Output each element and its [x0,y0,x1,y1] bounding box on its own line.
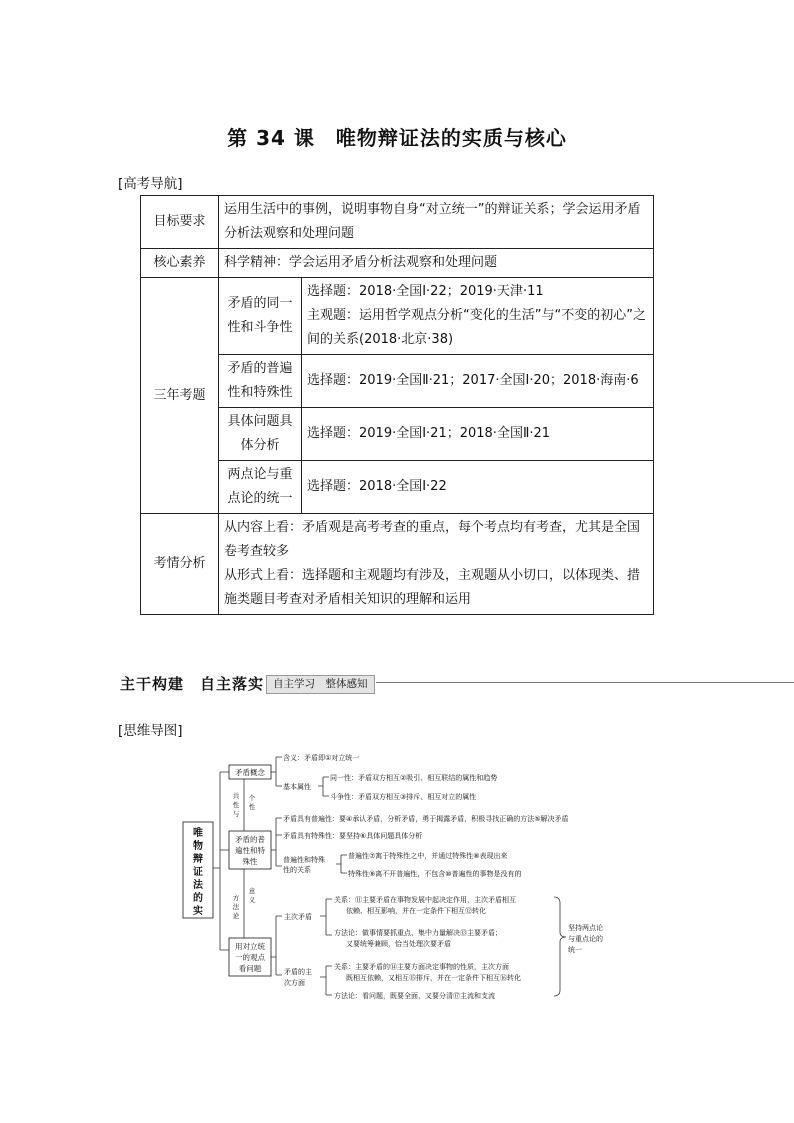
link-char: 法 [232,903,240,911]
root-connector [213,772,229,950]
banner-title: 主干构建 自主落实 [120,675,265,693]
analysis-line: 从内容上看：矛盾观是高考考查的重点，每个考点均有考查，尤其是全国卷考查较多 [224,520,641,559]
branch-2-label: 矛盾的普 [235,835,265,844]
link-char: 论 [232,912,240,920]
exam-topic: 两点论与重点论的统一 [219,461,302,514]
summary-brace [554,897,566,996]
page-title: 第 34 课 唯物辩证法的实质与核心 [227,126,567,150]
exam-topic: 具体问题具体分析 [219,408,302,461]
b1-definition: 含义：矛盾即①对立统一 [283,754,360,762]
exam-line: 选择题：2018·全国Ⅰ·22 [302,461,654,514]
banner-tag: 自主学习 整体感知 [266,675,375,694]
exam-line: 选择题：2019·全国Ⅱ·21；2017·全国Ⅰ·20；2018·海南·6 [302,355,654,408]
b2-relation-item: 特殊性⑨离不开普遍性，不包含⑩普遍性的事物是没有的 [348,870,522,878]
branch-3-label: 看问题 [238,964,262,973]
branch-2-label: 殊性 [242,857,258,866]
b3-main-secondary-label: 主次矛盾 [284,913,312,921]
link-char: 性 [248,803,256,811]
link-char: 共 [232,792,240,800]
exam-line: 选择题：2019·全国Ⅰ·21；2018·全国Ⅱ·21 [302,408,654,461]
branch-3-label: 一的观点 [235,953,265,962]
b1-attribute-item: 同一性：矛盾双方相互②吸引、相互联结的属性和趋势 [330,774,498,782]
exam-topic: 矛盾的普遍性和特殊性 [219,355,302,408]
b3a-connector [320,899,332,935]
goal-label: 目标要求 [141,196,219,249]
b1-attribute-item: 斗争性：矛盾双方相互③排斥、相互对立的属性 [330,793,477,801]
branch-3-label: 用对立统 [235,942,265,951]
branch-2-label: 遍性和特 [235,846,265,855]
core-text: 科学精神：学会运用矛盾分析法观察和处理问题 [219,249,654,278]
link-char: 个 [248,794,256,802]
exam-line: 主观题：运用哲学观点分析“变化的生活”与“不变的初心”之间的关系(2018·北京·38) [307,308,646,347]
link-char: 义 [248,896,256,904]
b2-relation-label: 普遍性和特殊 [283,856,325,864]
root-char: 实 [193,906,203,917]
branch-2-connector [271,818,282,866]
b3b-connector [320,966,332,995]
exam-line: 选择题：2018·全国Ⅰ·22；2019·天津·11 [307,284,544,299]
b1-attribute-label: 基本属性 [283,783,311,791]
b3-aspect-label: 矛盾的主 [284,968,312,976]
nav-section-label: [高考导航] [118,176,183,192]
root-char: 物 [193,841,203,852]
exam-label: 三年考题 [141,278,219,514]
mindmap-section-label: [思维导图] [118,723,183,739]
b3-aspect-label: 次方面 [284,979,305,987]
root-char: 辩 [193,854,203,865]
b3a-item: 又要统筹兼顾，恰当处理次要矛盾 [346,940,451,948]
analysis-label: 考情分析 [141,514,219,615]
root-char: 的 [193,893,203,904]
b2-relation-label: 性的关系 [283,866,311,874]
b2-item: 矛盾具有普遍性：要④承认矛盾，分析矛盾，勇于揭露矛盾，积极寻找正确的方法⑤解决矛盾 [283,815,569,823]
exam-topic: 矛盾的同一性和斗争性 [219,278,302,355]
b3b-item: 方法论：看问题，既要全面，又要分清⑰主流和支流 [334,992,495,1000]
goal-text: 运用生活中的事例，说明事物自身“对立统一”的辩证关系；学会运用矛盾分析法观察和处理问题 [219,196,654,249]
branch-1-connector [271,757,282,786]
branch-1-label: 矛盾概念 [235,768,265,777]
b3b-item: 既相互依赖，又相互⑮排斥，并在一定条件下相互⑯转化 [346,974,521,982]
b1-attribute-connector [318,777,329,796]
root-char: 法 [193,880,203,891]
summary-label: 统一 [568,946,582,954]
link-char: 与 [232,810,240,818]
branch-3-connector [271,916,282,975]
summary-label: 与重点论的 [568,935,603,943]
link-char: 意 [248,887,256,895]
analysis-line: 从形式上看：选择题和主观题均有涉及，主观题从小切口，以体现类、措施类题目考查对矛盾相关知识的理解和运用 [224,568,641,607]
b3a-item: 依赖、相互影响，并在一定条件下相互⑫转化 [346,907,486,915]
b3a-item: 关系：⑪主要矛盾在事物发展中起决定作用，主次矛盾相互 [334,896,516,904]
link-char: 性 [232,801,240,809]
summary-label: 坚持两点论 [568,924,603,932]
core-label: 核心素养 [141,249,219,278]
root-char: 唯 [193,828,203,839]
b2-item: 矛盾具有特殊性：要坚持⑥具体问题具体分析 [283,832,423,840]
b2-relation-item: 普遍性⑦寓于特殊性之中，并通过特殊性⑧表现出来 [348,852,508,860]
b2-relation-connector [336,855,347,873]
link-char: 方 [232,894,240,902]
root-char: 证 [193,867,203,878]
b3a-item: 方法论：做事情要抓重点、集中力量解决⑬主要矛盾； [334,929,502,937]
b3b-item: 关系：主要矛盾的⑭主要方面决定事物的性质，主次方面 [334,963,509,971]
